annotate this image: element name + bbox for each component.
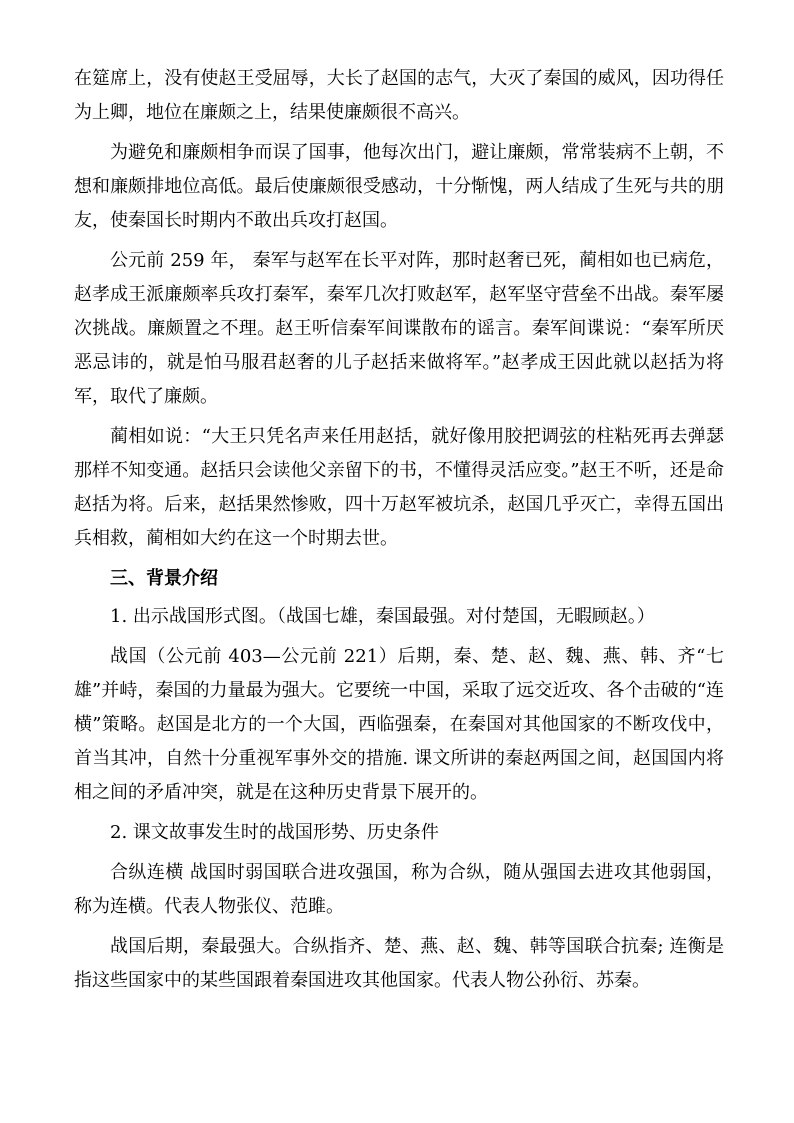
paragraph-late-warring-states: 战国后期，秦最强大。合纵指齐、楚、燕、赵、魏、韩等国联合抗秦; 连衡是指这些国家中的某些国跟着秦国进攻其他国家。代表人物公孙衍、苏秦。 — [74, 936, 724, 991]
paragraph-linxiangru-advice: 蔺相如说：“大王只凭名声来任用赵括，就好像用胶把调弦的柱粘死再去弹瑟那样不知变通。赵括只会读他父亲留下的书，不懂得灵活应变。”赵王不听，还是命赵括为将。后来，赵括果然惨败，四十万赵军被坑杀，赵国几乎灭亡，幸得五国出兵相救，蔺相如大约在这一个时期去世。 — [74, 426, 724, 549]
subheading-map: 1. 出示战国形式图。（战国七雄，秦国最强。对付楚国，无暇顾赵。） — [110, 606, 655, 627]
paragraph-avoid-lianpo: 为避免和廉颇相争而误了国事，他每次出门，避让廉颇，常常装病不上朝，不想和廉颇排地位高低。最后使廉颇很受感动，十分惭愧，两人结成了生死与共的朋友，使秦国长时期内不敢出兵攻打赵国。 — [74, 142, 724, 231]
document-page — [74, 62, 724, 1004]
paragraph-warring-states: 战国（公元前 403—公元前 221）后期，秦、楚、赵、魏、燕、韩、齐“七雄”并峙，秦国的力量最为强大。它要统一中国，采取了远交近攻、各个击破的“连横”策略。赵国是北方的一个大国，西临强秦，在秦国对其他国家的不断攻伐中，首当其冲，自然十分重视军事外交的措施. 课文所讲的秦赵两国之间，赵国国内将相之间的矛盾冲突，就是在这种历史背景下展开的。 — [74, 646, 724, 803]
subheading-situation: 2. 课文故事发生时的战国形势、历史条件 — [110, 822, 439, 843]
section-heading-background: 三、背景介绍 — [110, 568, 218, 589]
paragraph-banquet: 在筵席上，没有使赵王受屈辱，大长了赵国的志气，大灭了秦国的威风，因功得任为上卿，地位在廉颇之上，结果使廉颇很不高兴。 — [74, 68, 724, 123]
paragraph-hezong-lianheng: 合纵连横 战国时弱国联合进攻强国，称为合纵，随从强国去进攻其他弱国，称为连横。代表人物张仪、范雎。 — [74, 862, 724, 917]
paragraph-changping: 公元前 259 年， 秦军与赵军在长平对阵，那时赵奢已死，蔺相如也已病危，赵孝成王派廉颇率兵攻打秦军，秦军几次打败赵军，赵军坚守营垒不出战。秦军屡次挑战。廉颇置之不理。赵王听信秦军间谍散布的谣言。秦军间谍说：“秦军所厌恶忌讳的，就是怕马服君赵奢的儿子赵括来做将军。”赵孝成王因此就以赵括为将军，取代了廉颇。 — [74, 250, 724, 407]
